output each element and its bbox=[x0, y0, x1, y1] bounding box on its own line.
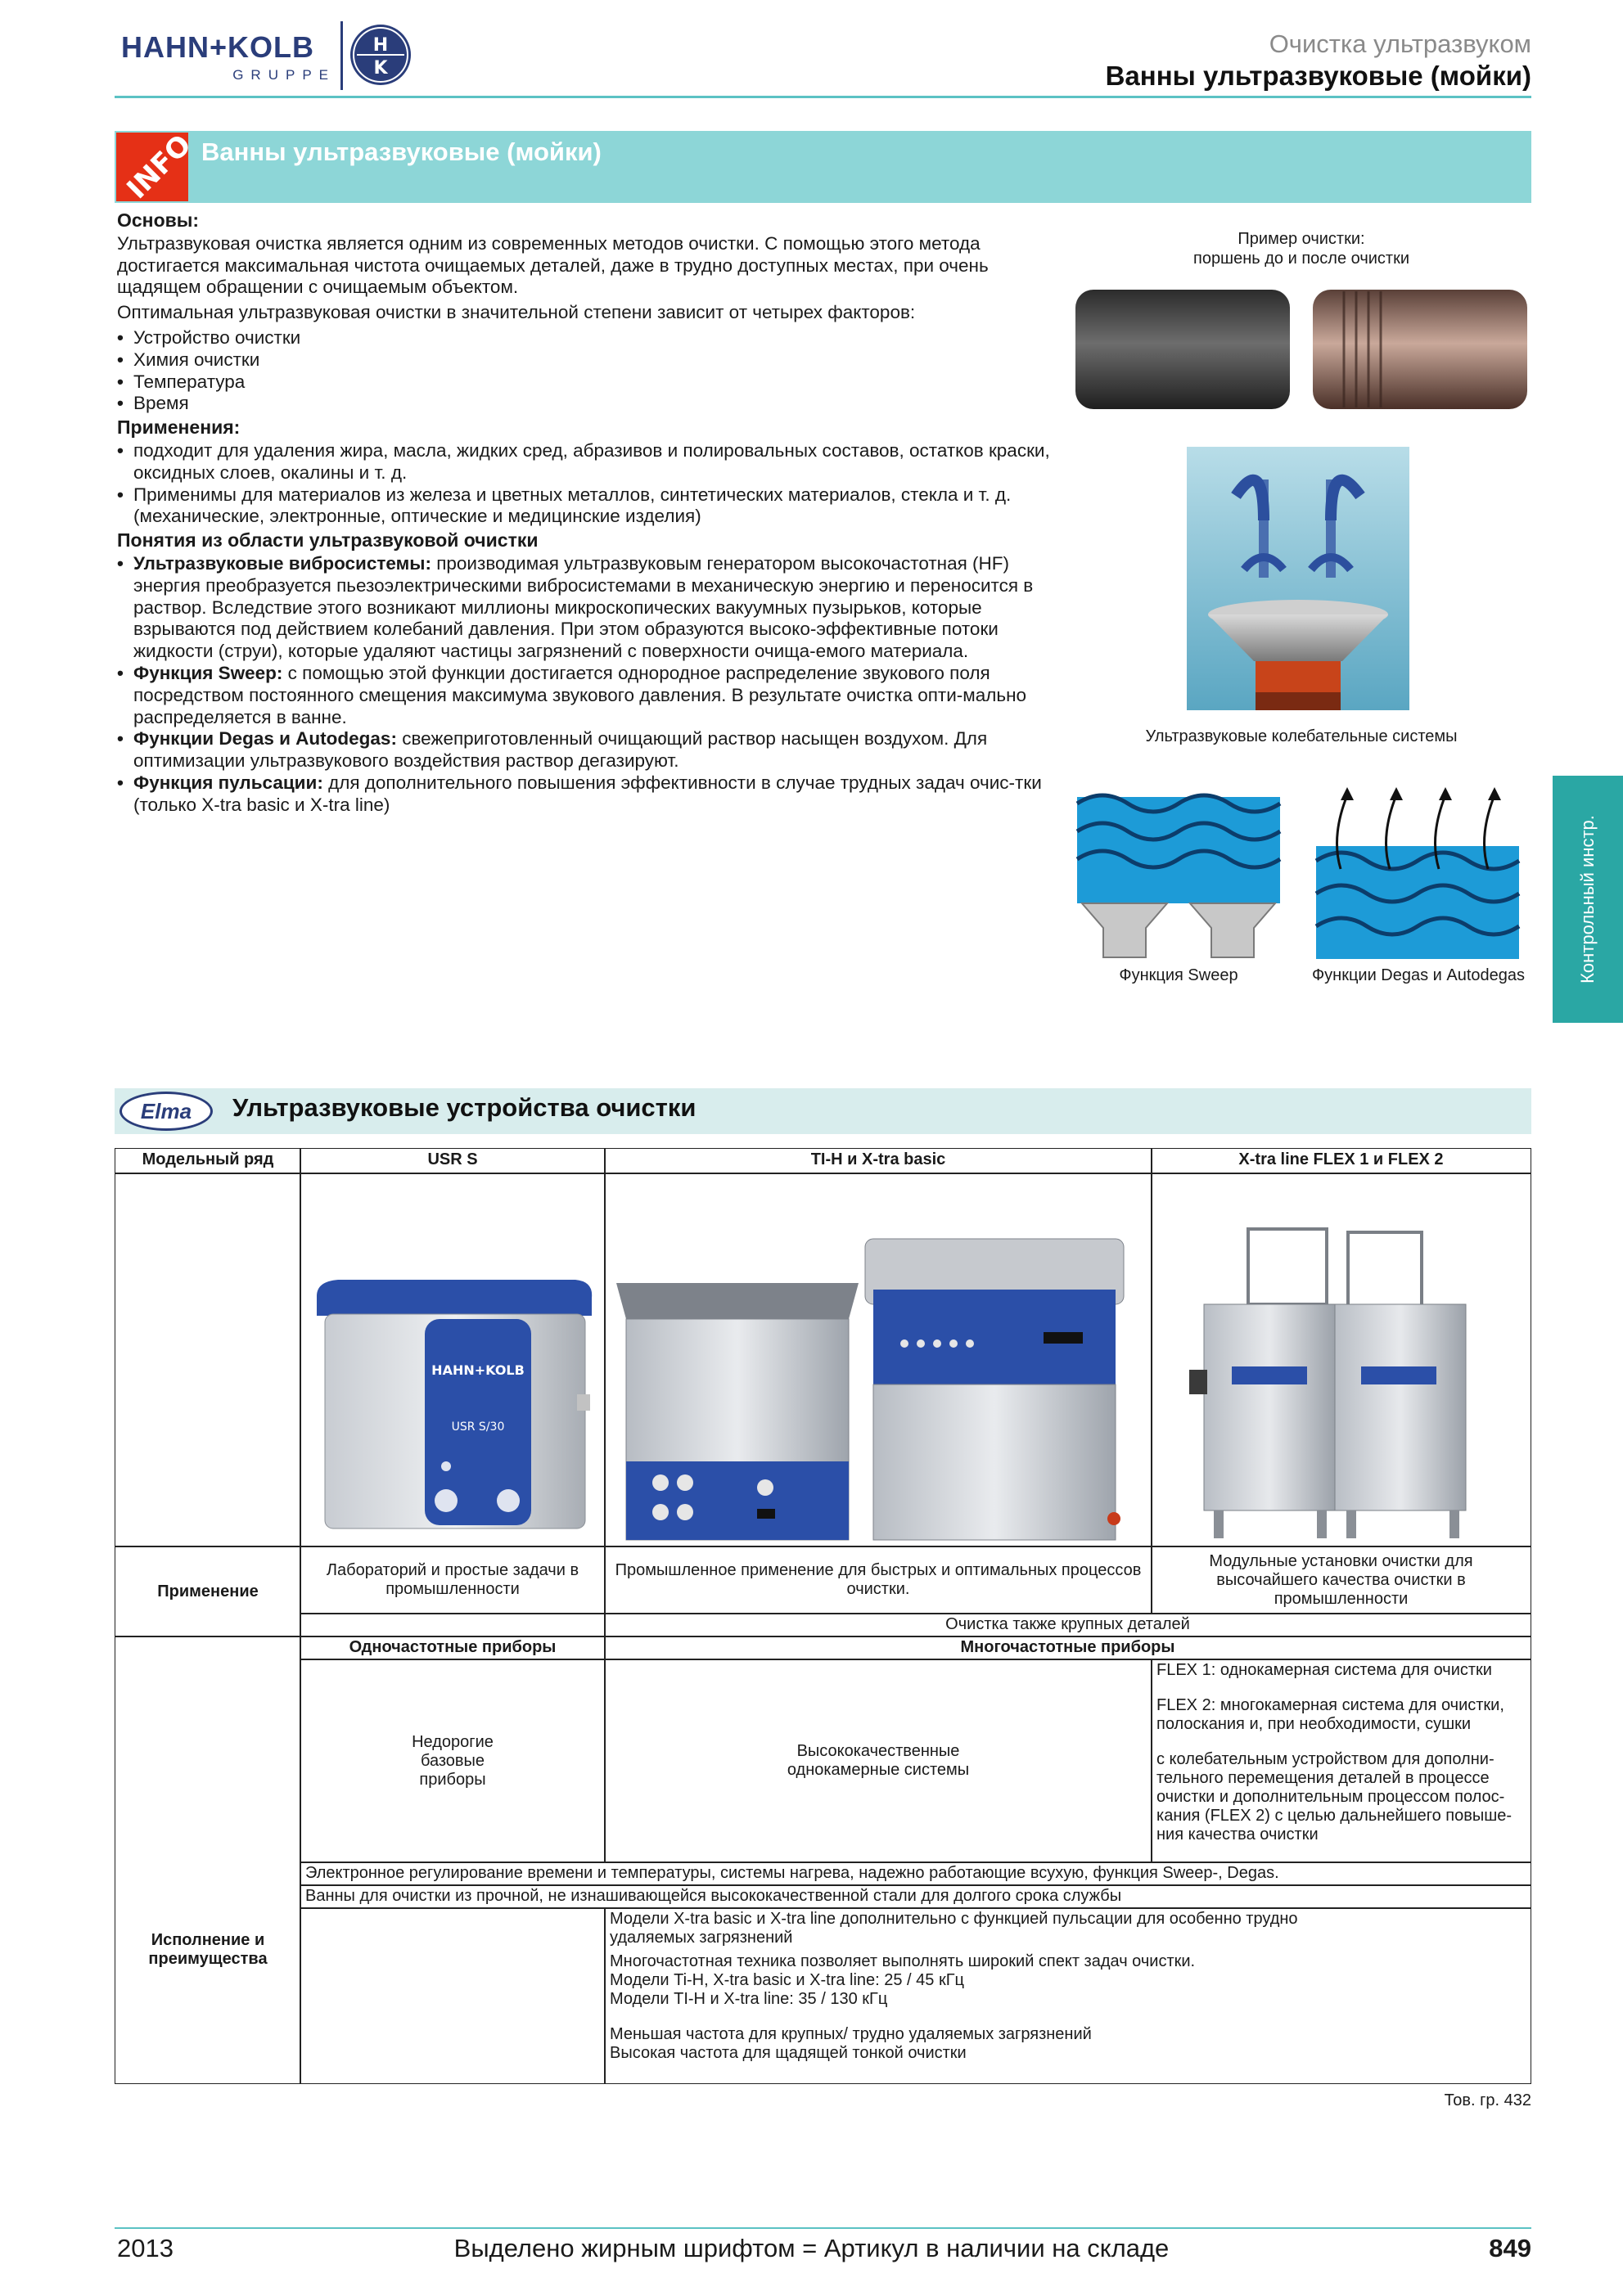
flex-description-cell: FLEX 1: однокамерная система для очистки FLEX 2: многокамерная система для очистки, полоскания и, при необходимости, сушки с колебательным устройством для дополни-тельного перемещения деталей в процессе очистки и дополнительным процессом полос-кания (FLEX 2) с целью дальнейшего повыше-ния качества очистки bbox=[1151, 1659, 1531, 1863]
piston-before-after-image bbox=[1074, 283, 1532, 414]
svg-text:USR S/30: USR S/30 bbox=[451, 1420, 505, 1434]
steel-tank-cell: Ванны для очистки из прочной, не изнашивающейся высококачественной стали для долгого срока службы bbox=[300, 1884, 1531, 1909]
ultrasonic-vibration-system-image bbox=[1187, 447, 1409, 710]
application-flex-cell: Модульные установки очистки для высочайшего качества очистки в промышленности bbox=[1151, 1546, 1531, 1614]
basics-heading: Основы: bbox=[117, 209, 200, 231]
list-item: • Устройство очистки bbox=[117, 327, 1066, 349]
logo-subtext: GRUPPE bbox=[232, 67, 336, 83]
basics-paragraph-1: Ультразвуковая очистка является одним из современных методов очистки. С помощью этого метода достигается максимальная чистота очищаемых деталей, даже в трудно доступных местах, при очень щадящем обращении с очищаемым объектом. bbox=[117, 232, 989, 298]
footer-note: Выделено жирным шрифтом = Артикул в наличии на складе bbox=[453, 2234, 1170, 2262]
applications-heading: Применения: bbox=[117, 416, 241, 439]
header-subtitle: Очистка ультразвуком bbox=[1269, 29, 1531, 58]
list-item: • Температура bbox=[117, 371, 1066, 394]
terms-heading: Понятия из области ультразвуковой очистки bbox=[117, 529, 539, 551]
vibration-system-caption: Ультразвуковые колебательные системы bbox=[1145, 727, 1458, 745]
multi-frequency-header: Многочастотные приборы bbox=[604, 1636, 1531, 1660]
elma-logo: Elma bbox=[119, 1092, 213, 1131]
hq-single-cell: Высококачественные однокамерные системы bbox=[604, 1659, 1152, 1863]
cheap-basic-cell: Недорогие базовые приборы bbox=[300, 1659, 606, 1863]
info-icon: INFO bbox=[116, 133, 188, 201]
svg-text:HAHN+KOLB: HAHN+KOLB bbox=[431, 1362, 525, 1378]
degas-caption: Функции Degas и Autodegas bbox=[1311, 966, 1526, 984]
list-item: • Функции Degas и Autodegas: свежеприготовленный очищающий раствор насыщен воздухом. Для оптимизации ультразвукового воздействия раствор дегазируют. bbox=[117, 728, 1066, 772]
logo-divider bbox=[340, 21, 343, 90]
hk-badge-icon bbox=[350, 25, 411, 85]
side-tab-control-instruments[interactable]: Контрольный инстр. bbox=[1553, 776, 1623, 1023]
logo-wordmark: HAHN+KOLB bbox=[121, 30, 315, 64]
factors-list bbox=[117, 327, 1066, 415]
row-label-execution: Исполнение и преимущества bbox=[115, 1636, 301, 2084]
list-item: • Функция пульсации: для дополнительного повышения эффективности в случае трудных задач очис-тки (только X-tra basic и X-tra line) bbox=[117, 772, 1066, 817]
page-title: Ванны ультразвуковые (мойки) bbox=[1105, 61, 1531, 91]
list-item: • Применимы для материалов из железа и цветных металлов, синтетических материалов, стекла и т. д. (механические, электронные, оптические и медицинские изделия) bbox=[117, 484, 1066, 529]
list-item: • Ультразвуковые вибросистемы: производимая ультразвуковым генератором высокочастотная (HF) энергия преобразуется пьезоэлектрическими вибросистемами в механическую энергию и переносится в раствор. Вследствие этого возникают миллионы микроскопических вакуумных пузырьков, которые взрываются под действием колебаний давления. При этом образуются высоко-эффективные потоки жидкости (струи), которые удаляют частицы загрязнений с поверхности очища-емого материала. bbox=[117, 553, 1066, 663]
footer-year: 2013 bbox=[117, 2234, 174, 2262]
product-table bbox=[115, 1148, 1531, 2084]
svg-text:H: H bbox=[372, 35, 389, 56]
row-label-application: Применение bbox=[115, 1546, 301, 1637]
footer-rule bbox=[115, 2227, 1531, 2229]
terms-list bbox=[117, 553, 1066, 817]
application-tih-cell: Промышленное применение для быстрых и оптимальных процессов очистки. bbox=[604, 1546, 1152, 1614]
list-item: • подходит для удаления жира, масла, жидких сред, абразивов и полировальных составов, остатков краски, оксидных слоев, окалины и т. д. bbox=[117, 440, 1066, 484]
sweep-caption: Функция Sweep bbox=[1119, 966, 1238, 984]
image-row-label bbox=[115, 1173, 301, 1547]
large-parts-cell: Очистка также крупных деталей bbox=[604, 1613, 1531, 1637]
single-frequency-header: Одночастотные приборы bbox=[300, 1636, 606, 1660]
page-number: 849 bbox=[1489, 2234, 1531, 2262]
hahn-kolb-logo bbox=[121, 31, 336, 83]
list-item: • Функция Sweep: с помощью этой функции достигается однородное распределение звукового поля посредством постоянного смещения максимума звукового давления. В результате очистка опти-мально распределяется в ванне. bbox=[117, 663, 1066, 728]
application-usr-cell: Лабораторий и простые задачи в промышленности bbox=[300, 1546, 606, 1614]
electronic-features-cell: Электронное регулирование времени и температуры, системы нагрева, надежно работающие всухую, функция Sweep-, Degas. bbox=[300, 1862, 1531, 1886]
empty-cell bbox=[300, 1613, 606, 1637]
empty-cell bbox=[300, 1907, 606, 2084]
column-header: X-tra line FLEX 1 и FLEX 2 bbox=[1151, 1148, 1531, 1174]
header-rule bbox=[115, 96, 1531, 98]
info-title: Ванны ультразвуковые (мойки) bbox=[201, 137, 602, 166]
list-item: • Время bbox=[117, 393, 1066, 415]
multi-frequency-notes-cell: Модели X-tra basic и X-tra line дополнительно с функцией пульсации для особенно трудно удаляемых загрязнений Многочастотная техника позволяет выполнять широкий спект задач очистки. Модели Ti-H, X-tra basic и X-tra line: 25 / 45 кГц Модели TI-H и X-tra line: 35 / 130 кГц Меньшая частота для крупных/ трудно удаляемых загрязнений Высокая частота для щадящей тонкой очистки bbox=[604, 1907, 1531, 2084]
column-header: Модельный ряд bbox=[115, 1148, 301, 1174]
section-title: Ультразвуковые устройства очистки bbox=[232, 1093, 697, 1122]
piston-example-caption: Пример очистки: поршень до и после очистки bbox=[1192, 230, 1409, 268]
tih-xtra-basic-images bbox=[604, 1173, 1152, 1547]
usr-s-image bbox=[300, 1173, 606, 1547]
degas-function-image bbox=[1316, 779, 1519, 959]
column-header: USR S bbox=[300, 1148, 606, 1174]
info-text-column bbox=[117, 208, 1066, 818]
sweep-function-image bbox=[1077, 781, 1280, 957]
product-group-reference: Тов. гр. 432 bbox=[1444, 2091, 1531, 2109]
svg-text:K: K bbox=[373, 58, 388, 79]
column-header: TI-H и X-tra basic bbox=[604, 1148, 1152, 1174]
applications-list bbox=[117, 440, 1066, 528]
xtra-line-flex-image bbox=[1151, 1173, 1531, 1547]
list-item: • Химия очистки bbox=[117, 349, 1066, 371]
basics-paragraph-2: Оптимальная ультразвуковая очистки в значительной степени зависит от четырех факторов: bbox=[117, 302, 916, 323]
